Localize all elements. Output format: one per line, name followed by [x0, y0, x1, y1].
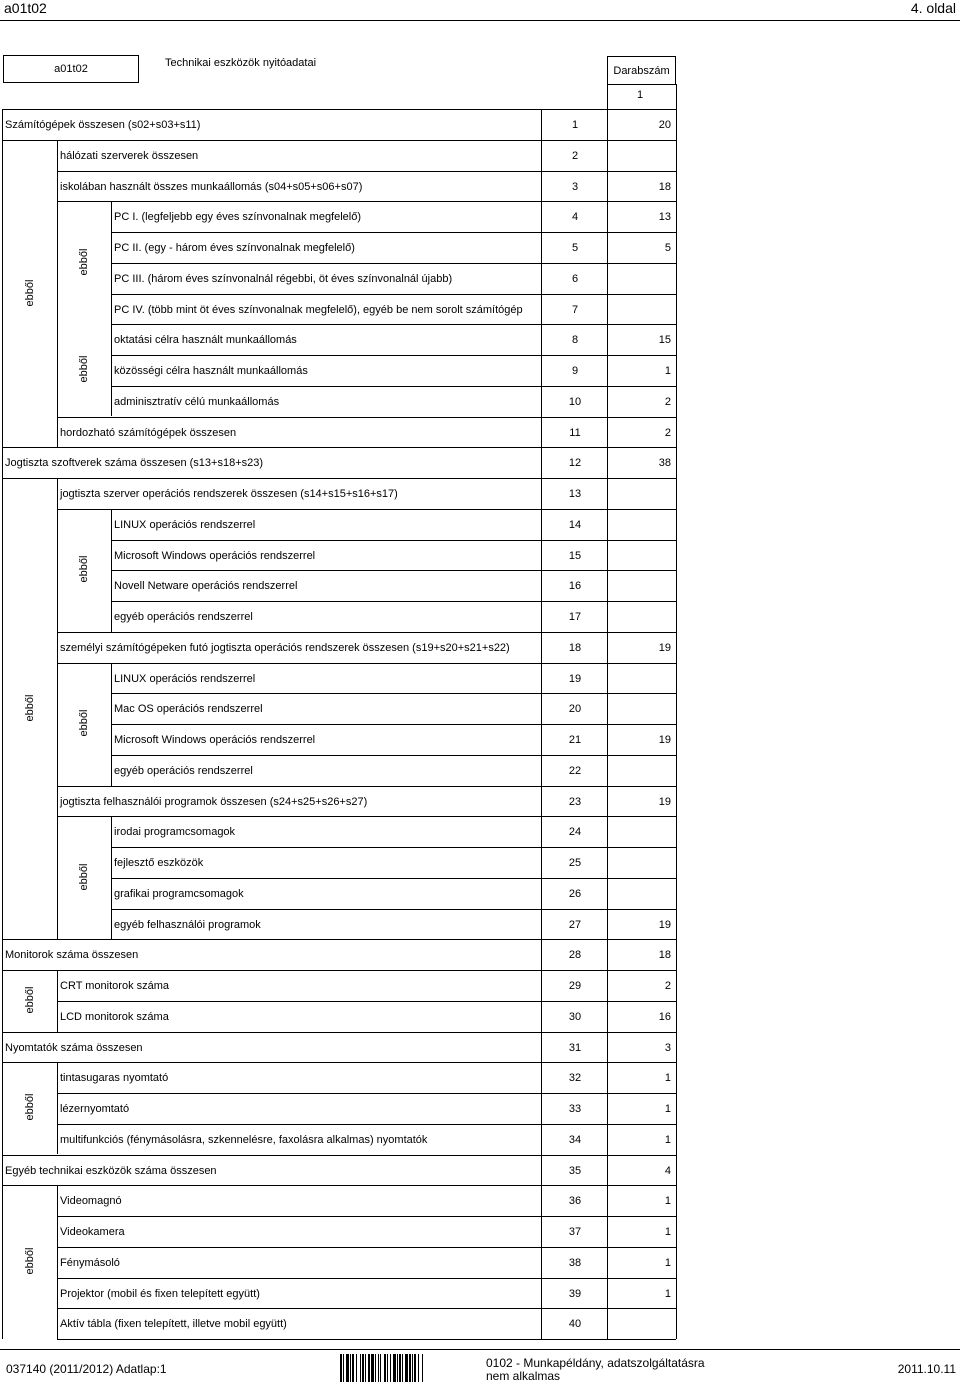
row-value: 5 — [664, 242, 671, 254]
row-number: 13 — [568, 488, 582, 500]
row-number: 9 — [571, 365, 579, 377]
column-header: Darabszám — [607, 56, 676, 85]
row-divider — [57, 1278, 676, 1279]
row-number: 7 — [571, 304, 579, 316]
row-number: 38 — [568, 1257, 582, 1269]
group-label-ebbol: ebből — [78, 248, 90, 276]
row-value: 1 — [664, 1288, 671, 1300]
row-number: 18 — [568, 642, 582, 654]
row-divider — [2, 1155, 676, 1156]
row-label: oktatási célra használt munkaállomás — [114, 334, 297, 346]
footer-left: 037140 (2011/2012) Adatlap:1 — [6, 1362, 167, 1376]
group-border — [111, 324, 112, 416]
row-number: 34 — [568, 1134, 582, 1146]
row-value: 2 — [664, 980, 671, 992]
row-divider — [57, 1093, 676, 1094]
row-label: PC III. (három éves színvonalnál régebbi, öt éves színvonalnál újabb) — [114, 273, 453, 285]
row-label: LINUX operációs rendszerrel — [114, 673, 256, 685]
row-divider — [2, 970, 676, 971]
row-number: 16 — [568, 580, 582, 592]
row-label: jogtiszta felhasználói programok összesen (s24+s25+s26+s27) — [60, 796, 368, 808]
group-label-ebbol: ebből — [23, 986, 36, 1014]
row-number: 36 — [568, 1195, 582, 1207]
row-number: 10 — [568, 396, 582, 408]
row-label: Egyéb technikai eszközök száma összesen — [5, 1165, 217, 1177]
row-divider — [2, 1062, 676, 1063]
row-number: 17 — [568, 611, 582, 623]
row-number: 40 — [568, 1318, 582, 1330]
row-number: 12 — [568, 457, 582, 469]
row-value: 18 — [658, 949, 671, 961]
row-divider — [111, 570, 676, 571]
row-divider — [57, 1308, 676, 1309]
row-divider — [57, 663, 676, 664]
group-label-ebbol: ebből — [78, 709, 90, 737]
table-left-border — [2, 109, 3, 1339]
table-right-border — [676, 84, 677, 1339]
group-label-ebbol: ebből — [23, 694, 36, 722]
page-number: 4. oldal — [910, 0, 956, 16]
group-border — [57, 970, 58, 1032]
row-label: multifunkciós (fénymásolásra, szkennelésre, faxolásra alkalmas) nyomtatók — [60, 1134, 428, 1146]
barcode — [340, 1354, 474, 1382]
row-number: 11 — [569, 427, 581, 439]
row-divider — [111, 263, 676, 264]
group-border — [57, 1185, 58, 1339]
footer-date: 2011.10.11 — [897, 1362, 956, 1376]
row-number: 23 — [568, 796, 582, 808]
row-number: 32 — [568, 1072, 582, 1084]
row-number: 27 — [568, 919, 582, 931]
row-label: hálózati szerverek összesen — [60, 150, 199, 162]
row-divider — [57, 1001, 676, 1002]
row-number: 5 — [571, 242, 579, 254]
row-label: Microsoft Windows operációs rendszerrel — [114, 734, 316, 746]
row-value: 3 — [664, 1042, 671, 1054]
row-number: 8 — [571, 334, 579, 346]
table-top-border — [2, 109, 676, 110]
row-number: 21 — [568, 734, 582, 746]
group-border — [57, 1062, 58, 1154]
row-value: 38 — [658, 457, 671, 469]
row-divider — [57, 816, 676, 817]
group-label-ebbol: ebből — [78, 355, 90, 383]
row-label: lézernyomtató — [60, 1103, 130, 1115]
row-divider — [57, 1339, 676, 1340]
row-label: Nyomtatók száma összesen — [5, 1042, 143, 1054]
row-number: 33 — [568, 1103, 582, 1115]
row-divider — [111, 324, 676, 325]
row-value: 4 — [664, 1165, 671, 1177]
row-divider — [111, 232, 676, 233]
row-number: 37 — [568, 1226, 582, 1238]
group-label-ebbol: ebből — [23, 1093, 36, 1121]
row-divider — [57, 1247, 676, 1248]
row-label: Mac OS operációs rendszerrel — [114, 703, 263, 715]
row-divider — [57, 1216, 676, 1217]
row-number: 26 — [568, 888, 582, 900]
row-value: 2 — [664, 396, 671, 408]
group-border — [57, 478, 58, 939]
row-number: 14 — [568, 519, 582, 531]
row-divider — [57, 417, 676, 418]
row-number: 3 — [571, 181, 579, 193]
row-value: 2 — [664, 427, 671, 439]
footer-middle-line1: 0102 - Munkapéldány, adatszolgáltatásra — [486, 1356, 705, 1370]
row-value: 19 — [658, 734, 671, 746]
row-number: 19 — [568, 673, 582, 685]
row-number: 20 — [568, 703, 582, 715]
form-code-box: a01t02 — [3, 55, 139, 83]
row-label: LCD monitorok száma — [60, 1011, 169, 1023]
row-divider — [2, 1032, 676, 1033]
row-label: hordozható számítógépek összesen — [60, 427, 237, 439]
group-border — [111, 201, 112, 324]
row-divider — [57, 201, 676, 202]
group-label-ebbol: ebből — [23, 1247, 36, 1275]
row-label: Novell Netware operációs rendszerrel — [114, 580, 298, 592]
group-border — [57, 140, 58, 448]
row-value: 19 — [658, 642, 671, 654]
row-divider — [111, 601, 676, 602]
row-divider — [57, 171, 676, 172]
row-value: 1 — [664, 1134, 671, 1146]
row-value: 19 — [658, 796, 671, 808]
row-label: Projektor (mobil és fixen telepített együtt) — [60, 1288, 260, 1300]
row-divider — [2, 939, 676, 940]
row-number: 2 — [571, 150, 579, 162]
row-value: 1 — [664, 1257, 671, 1269]
row-value: 1 — [664, 1226, 671, 1238]
row-value: 20 — [658, 119, 671, 131]
row-label: grafikai programcsomagok — [114, 888, 244, 900]
row-divider — [111, 909, 676, 910]
row-label: Jogtiszta szoftverek száma összesen (s13+s18+s23) — [5, 457, 264, 469]
row-label: Aktív tábla (fixen telepített, illetve mobil együtt) — [60, 1318, 287, 1330]
row-divider — [2, 1185, 676, 1186]
row-label: irodai programcsomagok — [114, 826, 236, 838]
row-divider — [57, 1124, 676, 1125]
row-number: 1 — [571, 119, 579, 131]
row-value: 13 — [658, 211, 671, 223]
row-label: adminisztratív célú munkaállomás — [114, 396, 280, 408]
row-divider — [57, 786, 676, 787]
row-divider — [111, 540, 676, 541]
row-label: egyéb felhasználói programok — [114, 919, 261, 931]
row-number: 39 — [568, 1288, 582, 1300]
row-number: 31 — [568, 1042, 582, 1054]
row-label: PC IV. (több mint öt éves színvonalnak megfelelő), egyéb be nem sorolt számítógép — [114, 304, 523, 316]
row-label: fejlesztő eszközök — [114, 857, 204, 869]
row-divider — [57, 632, 676, 633]
row-number: 15 — [568, 550, 582, 562]
row-number: 28 — [568, 949, 582, 961]
row-label: Fénymásoló — [60, 1257, 120, 1269]
row-value: 15 — [658, 334, 671, 346]
value-column-border — [607, 84, 608, 1339]
row-divider — [2, 447, 676, 448]
row-number: 29 — [568, 980, 582, 992]
row-value: 18 — [658, 181, 671, 193]
group-label-ebbol: ebből — [78, 863, 90, 891]
row-number: 30 — [568, 1011, 582, 1023]
row-label: iskolában használt összes munkaállomás (s04+s05+s06+s07) — [60, 181, 363, 193]
row-label: CRT monitorok száma — [60, 980, 170, 992]
row-divider — [2, 140, 676, 141]
footer-divider — [0, 1349, 960, 1350]
group-border — [111, 816, 112, 939]
row-divider — [111, 693, 676, 694]
row-label: Videomagnó — [60, 1195, 122, 1207]
row-value: 19 — [658, 919, 671, 931]
row-number: 6 — [571, 273, 579, 285]
row-label: PC I. (legfeljebb egy éves színvonalnak megfelelő) — [114, 211, 362, 223]
group-label-ebbol: ebből — [78, 555, 90, 583]
footer-middle-line2: nem alkalmas — [486, 1369, 561, 1383]
row-value: 1 — [664, 1103, 671, 1115]
column-number: 1 — [637, 89, 644, 101]
row-label: LINUX operációs rendszerrel — [114, 519, 256, 531]
row-label: közösségi célra használt munkaállomás — [114, 365, 308, 377]
page-header-left: a01t02 — [4, 0, 47, 16]
row-divider — [111, 386, 676, 387]
group-border — [111, 509, 112, 632]
row-number: 25 — [568, 857, 582, 869]
row-label: Monitorok száma összesen — [5, 949, 139, 961]
row-divider — [111, 878, 676, 879]
row-number: 24 — [568, 826, 582, 838]
group-border — [111, 663, 112, 786]
header-divider — [0, 20, 960, 21]
row-divider — [111, 847, 676, 848]
row-divider — [111, 294, 676, 295]
row-label: egyéb operációs rendszerrel — [114, 611, 253, 623]
row-number: 4 — [571, 211, 579, 223]
row-label: tintasugaras nyomtató — [60, 1072, 169, 1084]
row-number: 35 — [568, 1165, 582, 1177]
row-label: Videokamera — [60, 1226, 125, 1238]
row-label: jogtiszta szerver operációs rendszerek összesen (s14+s15+s16+s17) — [60, 488, 398, 500]
row-label: PC II. (egy - három éves színvonalnak megfelelő) — [114, 242, 355, 254]
row-divider — [111, 724, 676, 725]
row-divider — [111, 355, 676, 356]
number-column-border — [541, 109, 542, 1339]
row-divider — [57, 509, 676, 510]
row-value: 1 — [664, 365, 671, 377]
group-label-ebbol: ebből — [23, 279, 36, 307]
row-label: Számítógépek összesen (s02+s03+s11) — [5, 119, 201, 131]
form-title: Technikai eszközök nyitóadatai — [165, 57, 317, 69]
row-divider — [111, 755, 676, 756]
row-value: 16 — [658, 1011, 671, 1023]
row-value: 1 — [664, 1072, 671, 1084]
row-value: 1 — [664, 1195, 671, 1207]
row-label: személyi számítógépeken futó jogtiszta operációs rendszerek összesen (s19+s20+s21+s22) — [60, 642, 510, 654]
row-label: Microsoft Windows operációs rendszerrel — [114, 550, 316, 562]
row-number: 22 — [568, 765, 582, 777]
row-label: egyéb operációs rendszerrel — [114, 765, 253, 777]
barcode-bar — [423, 1354, 424, 1382]
row-divider — [2, 478, 676, 479]
